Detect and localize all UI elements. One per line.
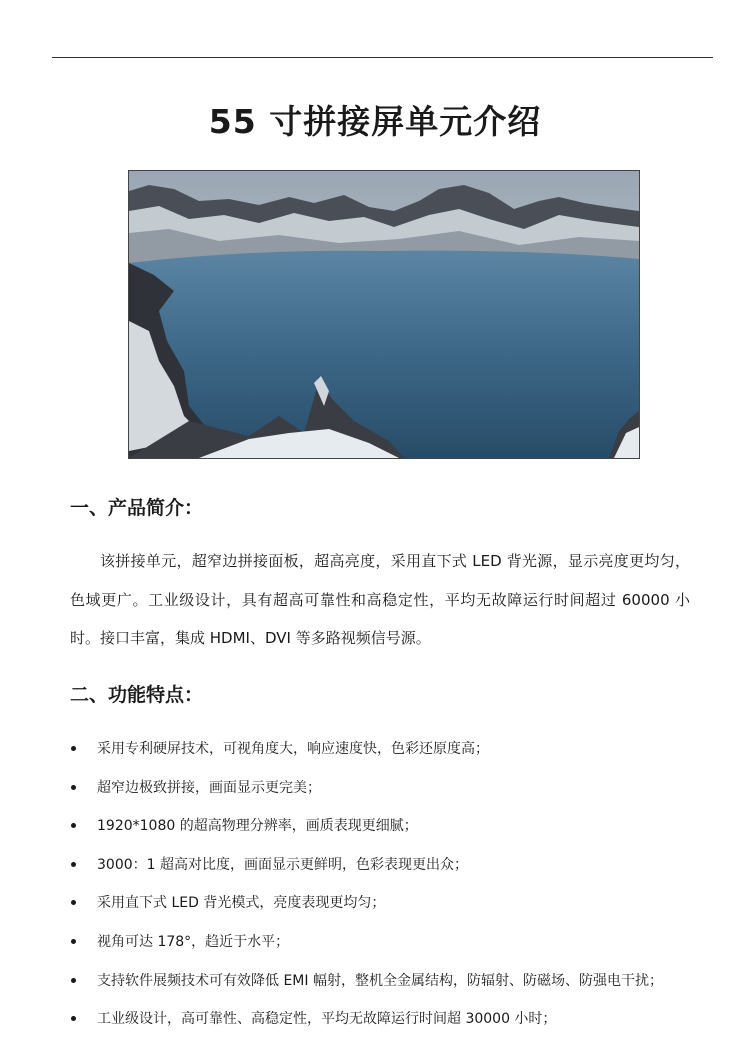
bullet-icon	[71, 862, 76, 867]
intro-paragraph: 该拼接单元，超窄边拼接面板，超高亮度，采用直下式 LED 背光源，显示亮度更均匀，色域更广。工业级设计，具有超高可靠性和高稳定性，平均无故障运行时间超过 60000 小时。接口丰富，集成 HDMI、DVI 等多路视频信号源。	[70, 552, 690, 647]
section-heading-intro: 一、产品简介：	[70, 497, 204, 519]
list-item	[70, 846, 710, 885]
bullet-icon	[71, 785, 76, 790]
list-item	[70, 769, 710, 808]
bullet-icon	[71, 746, 76, 751]
list-item	[70, 1000, 710, 1039]
feature-text: 3000：1 超高对比度，画面显示更鲜明，色彩表现更出众；	[97, 856, 468, 873]
bullet-icon	[71, 1016, 76, 1021]
feature-text: 超窄边极致拼接，画面显示更完美；	[97, 779, 321, 796]
feature-text: 采用直下式 LED 背光模式，亮度表现更均匀；	[97, 895, 386, 912]
bullet-icon	[71, 939, 76, 944]
list-item	[70, 884, 710, 923]
feature-text: 工业级设计，高可靠性、高稳定性，平均无故障运行时间超 30000 小时；	[97, 1011, 557, 1028]
bullet-icon	[71, 823, 76, 828]
feature-text: 视角可达 178°，趋近于水平；	[97, 933, 290, 950]
feature-text: 采用专利硬屏技术，可视角度大，响应速度快，色彩还原度高；	[97, 741, 489, 757]
feature-text: 1920*1080 的超高物理分辨率，画质表现更细腻；	[97, 818, 418, 835]
bullet-icon	[71, 900, 76, 905]
list-item	[70, 962, 710, 1001]
list-item	[70, 730, 710, 769]
list-item	[70, 923, 710, 962]
feature-text: 支持软件展频技术可有效降低 EMI 幅射，整机全金属结构，防辐射、防磁场、防强电干扰；	[97, 972, 663, 989]
feature-list	[70, 730, 710, 1039]
bullet-icon	[71, 978, 76, 983]
page-title: 55 寸拼接屏单元介绍	[208, 102, 542, 141]
list-item	[70, 807, 710, 846]
section-heading-features: 二、功能特点：	[70, 684, 204, 706]
header-rule	[52, 57, 713, 58]
lake-photo	[128, 170, 640, 459]
